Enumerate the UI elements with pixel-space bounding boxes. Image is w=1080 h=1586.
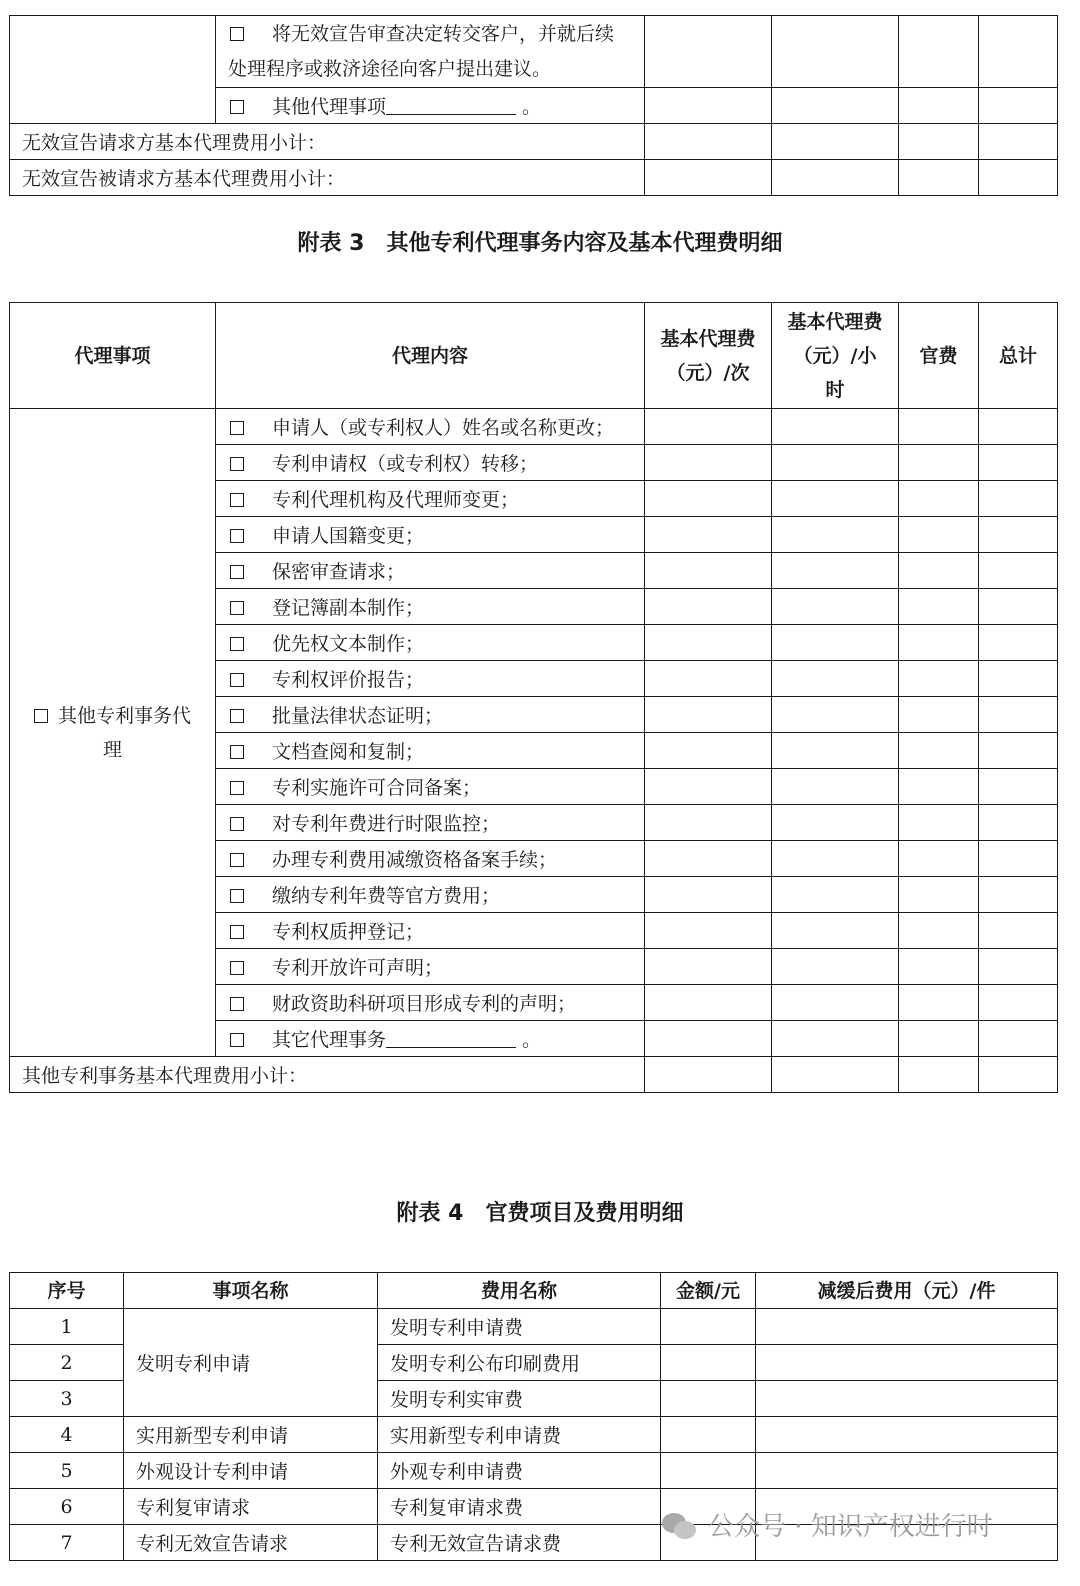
row-number: 2 [10,1345,124,1381]
fill-blank[interactable] [386,98,516,115]
item-text: 财政资助科研项目形成专利的声明； [272,993,577,1015]
amount-cell [661,1309,756,1345]
checkbox[interactable] [230,493,244,507]
table-row [216,697,645,733]
table-row-other: 其它代理事务 。 [216,1021,645,1057]
checkbox[interactable] [230,529,244,543]
matter-name: 发明专利申请 [124,1309,378,1417]
header-fee-per-hour: 基本代理费 （元）/小 时 [772,303,899,409]
watermark [662,1506,993,1543]
table-row [216,481,645,517]
item-text: 处理程序或救济途径向客户提出建议。 [228,57,552,80]
item-text: 申请人国籍变更； [272,525,425,547]
row-number: 7 [10,1525,124,1561]
checkbox[interactable] [230,745,244,759]
item-text: 优先权文本制作； [272,633,425,655]
table-row [216,985,645,1021]
checkbox[interactable] [230,781,244,795]
checkbox[interactable] [230,961,244,975]
item-text: 专利权质押登记； [272,921,425,943]
table-row [216,913,645,949]
table-row [216,589,645,625]
fill-blank[interactable] [386,1031,516,1048]
fee-name: 专利无效宣告请求费 [378,1525,661,1561]
item-text: 专利开放许可声明； [272,957,444,979]
checkbox[interactable] [230,1033,244,1047]
checkbox[interactable] [230,457,244,471]
item-text: 将无效宣告审查决定转交客户，并就后续 [272,22,615,45]
item-text: 缴纳专利年费等官方费用； [272,885,501,907]
matter-name: 外观设计专利申请 [124,1453,378,1489]
row-number: 5 [10,1453,124,1489]
checkbox[interactable] [230,709,244,723]
row-number: 6 [10,1489,124,1525]
item-text: 专利申请权（或专利权）转移； [272,453,539,475]
table-row [216,769,645,805]
table3 [9,302,1058,1093]
checkbox[interactable] [230,27,244,41]
fee-name: 实用新型专利申请费 [378,1417,661,1453]
fee-name: 发明专利实审费 [378,1381,661,1417]
header-fee-per-time: 基本代理费 （元）/次 [645,303,772,409]
row-number: 4 [10,1417,124,1453]
checkbox[interactable] [230,673,244,687]
checkbox[interactable] [34,709,48,723]
subtotal-other: 其他专利事务基本代理费用小计： [10,1057,645,1093]
item-text: 文档查阅和复制； [272,741,425,763]
table-row [216,661,645,697]
item-text: 申请人（或专利权人）姓名或名称更改； [272,417,615,439]
table-row [216,409,645,445]
subtotal-respondent: 无效宣告被请求方基本代理费用小计： [10,160,645,196]
table-row [216,949,645,985]
item-text: 批量法律状态证明； [272,705,444,727]
checkbox[interactable] [230,853,244,867]
table2-category-cell [10,16,216,124]
checkbox[interactable] [230,925,244,939]
table2-tail [9,15,1058,196]
table-row [216,733,645,769]
header-fee-name: 费用名称 [378,1273,661,1309]
table2-item-transfer [216,16,645,88]
reduced-fee-cell [756,1453,1058,1489]
reduced-fee-cell [756,1309,1058,1345]
wechat-icon [662,1511,698,1539]
fee-name: 外观专利申请费 [378,1453,661,1489]
checkbox[interactable] [230,637,244,651]
matter-name: 专利复审请求 [124,1489,378,1525]
reduced-fee-cell [756,1345,1058,1381]
table-row [216,841,645,877]
reduced-fee-cell [756,1381,1058,1417]
table3-title: 附表 3 其他专利代理事务内容及基本代理费明细 [297,231,783,256]
matter-name: 专利无效宣告请求 [124,1525,378,1561]
header-content: 代理内容 [216,303,645,409]
amount-cell [661,1381,756,1417]
item-text: 办理专利费用减缴资格备案手续； [272,849,558,871]
checkbox[interactable] [230,421,244,435]
amount-cell [661,1417,756,1453]
fee-name: 发明专利申请费 [378,1309,661,1345]
watermark-text: 公众号 · 知识产权进行时 [708,1512,993,1542]
item-text: 登记簿副本制作； [272,597,425,619]
amount-cell [661,1453,756,1489]
header-item: 代理事项 [10,303,216,409]
header-reduced-fee: 减缓后费用（元）/件 [756,1273,1058,1309]
checkbox[interactable] [230,565,244,579]
item-text: 专利代理机构及代理师变更； [272,489,520,511]
subtotal-requester: 无效宣告请求方基本代理费用小计： [10,124,645,160]
amount-cell [661,1345,756,1381]
matter-name: 实用新型专利申请 [124,1417,378,1453]
fee-name: 专利复审请求费 [378,1489,661,1525]
header-amount: 金额/元 [661,1273,756,1309]
table-row [216,625,645,661]
item-text: 专利实施许可合同备案； [272,777,482,799]
checkbox[interactable] [230,100,244,114]
fee-name: 发明专利公布印刷费用 [378,1345,661,1381]
item-text: 专利权评价报告； [272,669,425,691]
checkbox[interactable] [230,889,244,903]
category-cell: 其他专利事务代 理 [10,409,216,1057]
header-matter: 事项名称 [124,1273,378,1309]
row-number: 3 [10,1381,124,1417]
table-row [216,517,645,553]
table4-title: 附表 4 官费项目及费用明细 [396,1201,684,1226]
checkbox[interactable] [230,601,244,615]
checkbox[interactable] [230,817,244,831]
table-row [216,805,645,841]
header-total: 总计 [979,303,1058,409]
table-row [216,553,645,589]
item-text: 其他代理事项 [272,96,387,118]
row-number: 1 [10,1309,124,1345]
header-no: 序号 [10,1273,124,1309]
table2-item-other: 其他代理事项 。 [216,88,645,124]
reduced-fee-cell [756,1417,1058,1453]
item-text: 保密审查请求； [272,561,406,583]
table-row [216,877,645,913]
item-text: 对专利年费进行时限监控； [272,813,501,835]
header-official-fee: 官费 [899,303,979,409]
table-row [216,445,645,481]
checkbox[interactable] [230,997,244,1011]
